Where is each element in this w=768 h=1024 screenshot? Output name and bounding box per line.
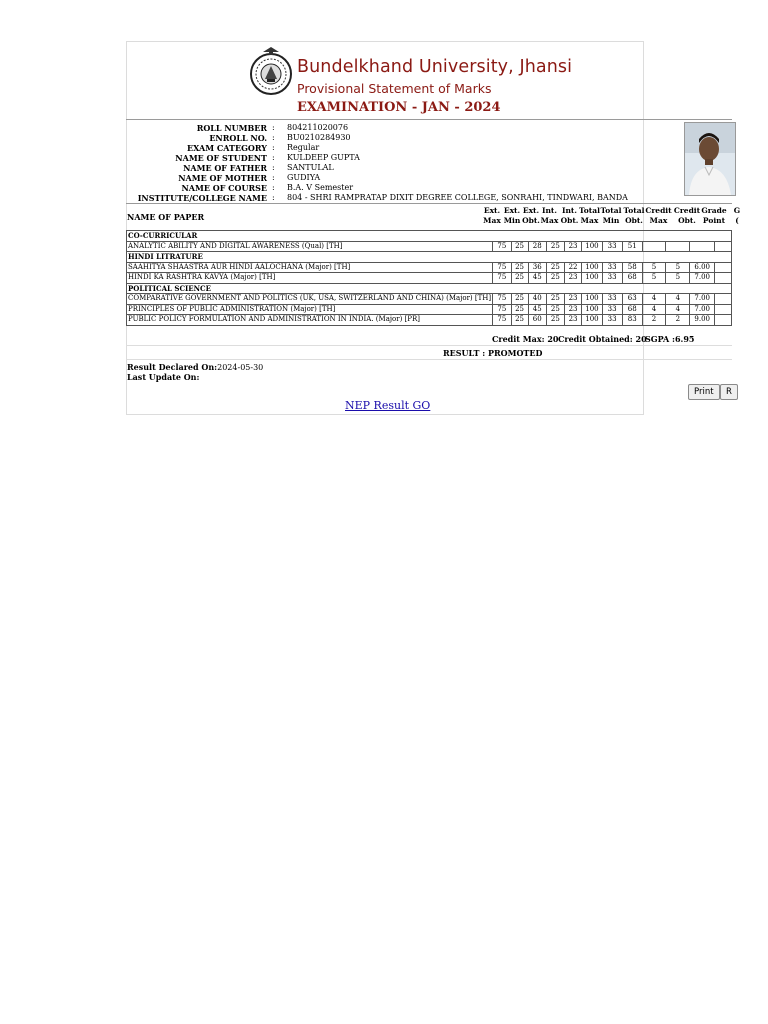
student-field-label: NAME OF COURSE <box>181 183 267 193</box>
student-field-value: SANTULAL <box>287 163 334 172</box>
column-header-line2: Obt. <box>625 216 643 225</box>
marks-cell: 5 <box>666 273 690 284</box>
paper-name: SAAHITYA SHAASTRA AUR HINDI AALOCHANA (Major) [TH] <box>127 262 493 273</box>
marks-cell: 68 <box>622 304 642 315</box>
student-field-row <box>126 193 732 203</box>
student-field-row <box>126 153 732 163</box>
student-photo <box>684 122 736 196</box>
marks-cell <box>715 241 732 252</box>
marks-cell: 5 <box>642 262 665 273</box>
marks-cell: 75 <box>493 262 512 273</box>
result-declared-date: 2024-05-30 <box>217 363 264 372</box>
marks-cell: 45 <box>528 273 547 284</box>
student-field-row <box>126 183 732 193</box>
student-field-row <box>126 143 732 153</box>
column-header-line2: Min <box>503 216 521 225</box>
table-row <box>127 294 732 305</box>
marks-cell: 100 <box>582 273 602 284</box>
student-field-label: NAME OF FATHER <box>183 163 267 173</box>
statement-title: Provisional Statement of Marks <box>297 81 492 96</box>
result-status: RESULT : PROMOTED <box>443 348 543 358</box>
marks-grid <box>126 230 732 326</box>
column-header <box>482 206 502 226</box>
column-header-line2: ( <box>735 216 739 225</box>
marks-cell: 36 <box>528 262 547 273</box>
student-field-separator: : <box>272 123 275 132</box>
student-field-row <box>126 133 732 143</box>
marks-cell <box>715 294 732 305</box>
marks-cell <box>666 241 690 252</box>
student-field-value: B.A. V Semester <box>287 183 354 192</box>
student-field-value: Regular <box>287 143 320 152</box>
column-header-line2: Max <box>649 216 668 225</box>
column-header-line1: Ext. <box>522 206 540 215</box>
column-header-line1: Total <box>579 206 600 215</box>
column-header-line2: Max <box>483 216 501 225</box>
column-header-line1: Int. <box>541 206 558 215</box>
student-field-row <box>126 163 732 173</box>
table-row <box>127 273 732 284</box>
student-field-separator: : <box>272 153 275 162</box>
marks-cell: 25 <box>547 304 565 315</box>
marks-cell: 75 <box>493 241 512 252</box>
student-field-row <box>126 123 732 133</box>
marks-cell: 5 <box>642 273 665 284</box>
marksheet-header <box>126 41 642 118</box>
column-header-line2: Obt. <box>678 216 696 225</box>
marks-cell: 25 <box>511 241 528 252</box>
marks-cell: 23 <box>564 304 582 315</box>
student-field-separator: : <box>272 133 275 142</box>
marks-cell: 40 <box>528 294 547 305</box>
marks-cell: 25 <box>511 304 528 315</box>
marks-cell: 75 <box>493 304 512 315</box>
column-header-line1: Grade <box>701 206 727 215</box>
student-field-separator: : <box>272 143 275 152</box>
marks-table <box>126 230 732 326</box>
section-row <box>127 283 732 294</box>
marks-cell: 75 <box>493 315 512 326</box>
column-header-line1: Ext. <box>483 206 501 215</box>
marks-cell: 51 <box>622 241 642 252</box>
marksheet <box>126 41 741 421</box>
section-row <box>127 231 732 242</box>
column-header <box>673 206 701 226</box>
section-name: CO-CURRICULAR <box>127 231 732 242</box>
student-field-separator: : <box>272 173 275 182</box>
marks-cell: 33 <box>602 262 622 273</box>
marks-cell: 63 <box>622 294 642 305</box>
column-header-line1: Ext. <box>503 206 521 215</box>
column-header-line1: Int. <box>561 206 578 215</box>
column-header <box>701 206 727 226</box>
column-header-line1: Total <box>600 206 622 215</box>
table-row <box>127 262 732 273</box>
marks-cell: 25 <box>547 241 565 252</box>
marks-cell: 45 <box>528 304 547 315</box>
column-header-line2: Max <box>540 216 559 225</box>
nep-result-link[interactable]: NEP Result GO <box>345 399 431 412</box>
marks-cell: 23 <box>564 241 582 252</box>
column-header-line2: Point <box>702 216 726 225</box>
table-row <box>127 241 732 252</box>
marks-cell: 25 <box>511 262 528 273</box>
student-field-separator: : <box>272 183 275 192</box>
marks-cell: 25 <box>547 262 565 273</box>
student-field-label: NAME OF MOTHER <box>178 173 267 183</box>
marks-cell: 33 <box>602 241 622 252</box>
marks-cell: 83 <box>622 315 642 326</box>
second-button[interactable]: R <box>720 384 738 400</box>
paper-name: COMPARATIVE GOVERNMENT AND POLITICS (UK, USA, SWITZERLAND AND CHINA) (Major) [TH] <box>128 294 492 303</box>
marks-cell: 5 <box>666 262 690 273</box>
marks-cell: 23 <box>564 273 582 284</box>
column-header-line1: Total <box>623 206 645 215</box>
name-of-paper-header: NAME OF PAPER <box>127 212 205 222</box>
student-info <box>126 119 732 203</box>
student-field-label: ENROLL NO. <box>209 133 267 143</box>
marks-cell: 23 <box>564 294 582 305</box>
column-header-line1: G <box>733 206 741 215</box>
marks-cell: 2 <box>642 315 665 326</box>
marks-cell: 25 <box>511 273 528 284</box>
marks-cell: 75 <box>493 294 512 305</box>
last-update-label: Last Update On: <box>127 372 200 382</box>
column-header <box>579 206 600 226</box>
marks-cell: 4 <box>666 294 690 305</box>
section-name: POLITICAL SCIENCE <box>127 283 732 294</box>
column-header-line2: Obt. <box>560 216 579 225</box>
marks-cell: 100 <box>582 315 602 326</box>
marks-cell: 100 <box>582 262 602 273</box>
marks-cell <box>715 273 732 284</box>
marks-cell: 33 <box>602 294 622 305</box>
column-header-line2: Obt. <box>522 216 540 225</box>
student-field-value: GUDIYA <box>287 173 321 182</box>
marks-cell: 60 <box>528 315 547 326</box>
column-header-line1: Credit <box>673 206 701 215</box>
table-row <box>127 304 732 315</box>
column-header <box>727 206 747 226</box>
student-field-label: ROLL NUMBER <box>196 123 267 133</box>
marks-cell: 100 <box>582 294 602 305</box>
column-header <box>503 206 521 226</box>
marks-cell: 25 <box>511 315 528 326</box>
paper-name: HINDI KA RASHTRA KAVYA (Major) [TH] <box>127 273 493 284</box>
university-seal-icon <box>249 46 293 100</box>
exam-title: EXAMINATION - JAN - 2024 <box>297 100 501 115</box>
marks-cell: 100 <box>582 304 602 315</box>
marks-cell: 33 <box>602 304 622 315</box>
marks-cell: 25 <box>511 294 528 305</box>
marks-cell: 7.00 <box>690 294 715 305</box>
result-declared <box>127 362 263 372</box>
marks-cell <box>715 304 732 315</box>
marks-cell: 9.00 <box>690 315 715 326</box>
column-header <box>521 206 541 226</box>
sgpa: SGPA :6.95 <box>645 334 695 344</box>
marks-cell <box>690 241 715 252</box>
marks-cell: 6.00 <box>690 262 715 273</box>
student-field-label: EXAM CATEGORY <box>187 143 267 153</box>
column-header <box>560 206 579 226</box>
table-row <box>127 315 732 326</box>
column-header-line2: Min <box>602 216 620 225</box>
credit-max: Credit Max: 20 <box>492 334 559 344</box>
student-field-value: 804 - SHRI RAMPRATAP DIXIT DEGREE COLLEGE, SONRAHI, TINDWARI, BANDA <box>287 193 628 202</box>
marks-cell: 25 <box>547 294 565 305</box>
marks-cell: 25 <box>547 273 565 284</box>
marks-cell: 22 <box>564 262 582 273</box>
column-header <box>645 206 672 226</box>
student-field-label: INSTITUTE/COLLEGE NAME <box>137 193 267 203</box>
marks-cell: 68 <box>622 273 642 284</box>
marks-cell: 33 <box>602 273 622 284</box>
paper-name: PRINCIPLES OF PUBLIC ADMINISTRATION (Major) [TH] <box>127 304 493 315</box>
paper-name: PUBLIC POLICY FORMULATION AND ADMINISTRATION IN INDIA. (Major) [PR] <box>127 315 493 326</box>
result-declared-label: Result Declared On: <box>127 362 218 372</box>
marks-table-header <box>126 203 741 231</box>
credit-obtained: Credit Obtained: 20 <box>558 334 647 344</box>
marks-cell <box>715 315 732 326</box>
column-header <box>600 206 622 226</box>
marks-cell: 28 <box>528 241 547 252</box>
column-header <box>623 206 645 226</box>
student-field-separator: : <box>272 163 275 172</box>
marks-cell: 58 <box>622 262 642 273</box>
student-field-row <box>126 173 732 183</box>
marks-cell: 7.00 <box>690 304 715 315</box>
student-field-value: KULDEEP GUPTA <box>287 153 360 162</box>
marks-cell: 4 <box>642 304 665 315</box>
print-button[interactable]: Print <box>688 384 720 400</box>
university-name: Bundelkhand University, Jhansi <box>297 57 573 77</box>
student-field-label: NAME OF STUDENT <box>175 153 267 163</box>
student-field-value: BU0210284930 <box>287 133 351 142</box>
marks-cell: 75 <box>493 273 512 284</box>
marks-cell: 4 <box>642 294 665 305</box>
student-field-value: 804211020076 <box>287 123 349 132</box>
marks-cell: 25 <box>547 315 565 326</box>
marks-cell <box>715 262 732 273</box>
marks-cell: 2 <box>666 315 690 326</box>
column-header-line1: Credit <box>645 206 672 215</box>
column-header <box>540 206 559 226</box>
marks-cell: 100 <box>582 241 602 252</box>
section-name: HINDI LITRATURE <box>127 252 732 263</box>
marks-cell <box>642 241 665 252</box>
marks-cell: 7.00 <box>690 273 715 284</box>
student-field-separator: : <box>272 193 275 202</box>
marks-cell: 4 <box>666 304 690 315</box>
column-header-line2: Max <box>580 216 599 225</box>
section-row <box>127 252 732 263</box>
marks-cell: 33 <box>602 315 622 326</box>
paper-name: ANALYTIC ABILITY AND DIGITAL AWARENESS (Qual) [TH] <box>127 241 493 252</box>
marks-cell: 23 <box>564 315 582 326</box>
